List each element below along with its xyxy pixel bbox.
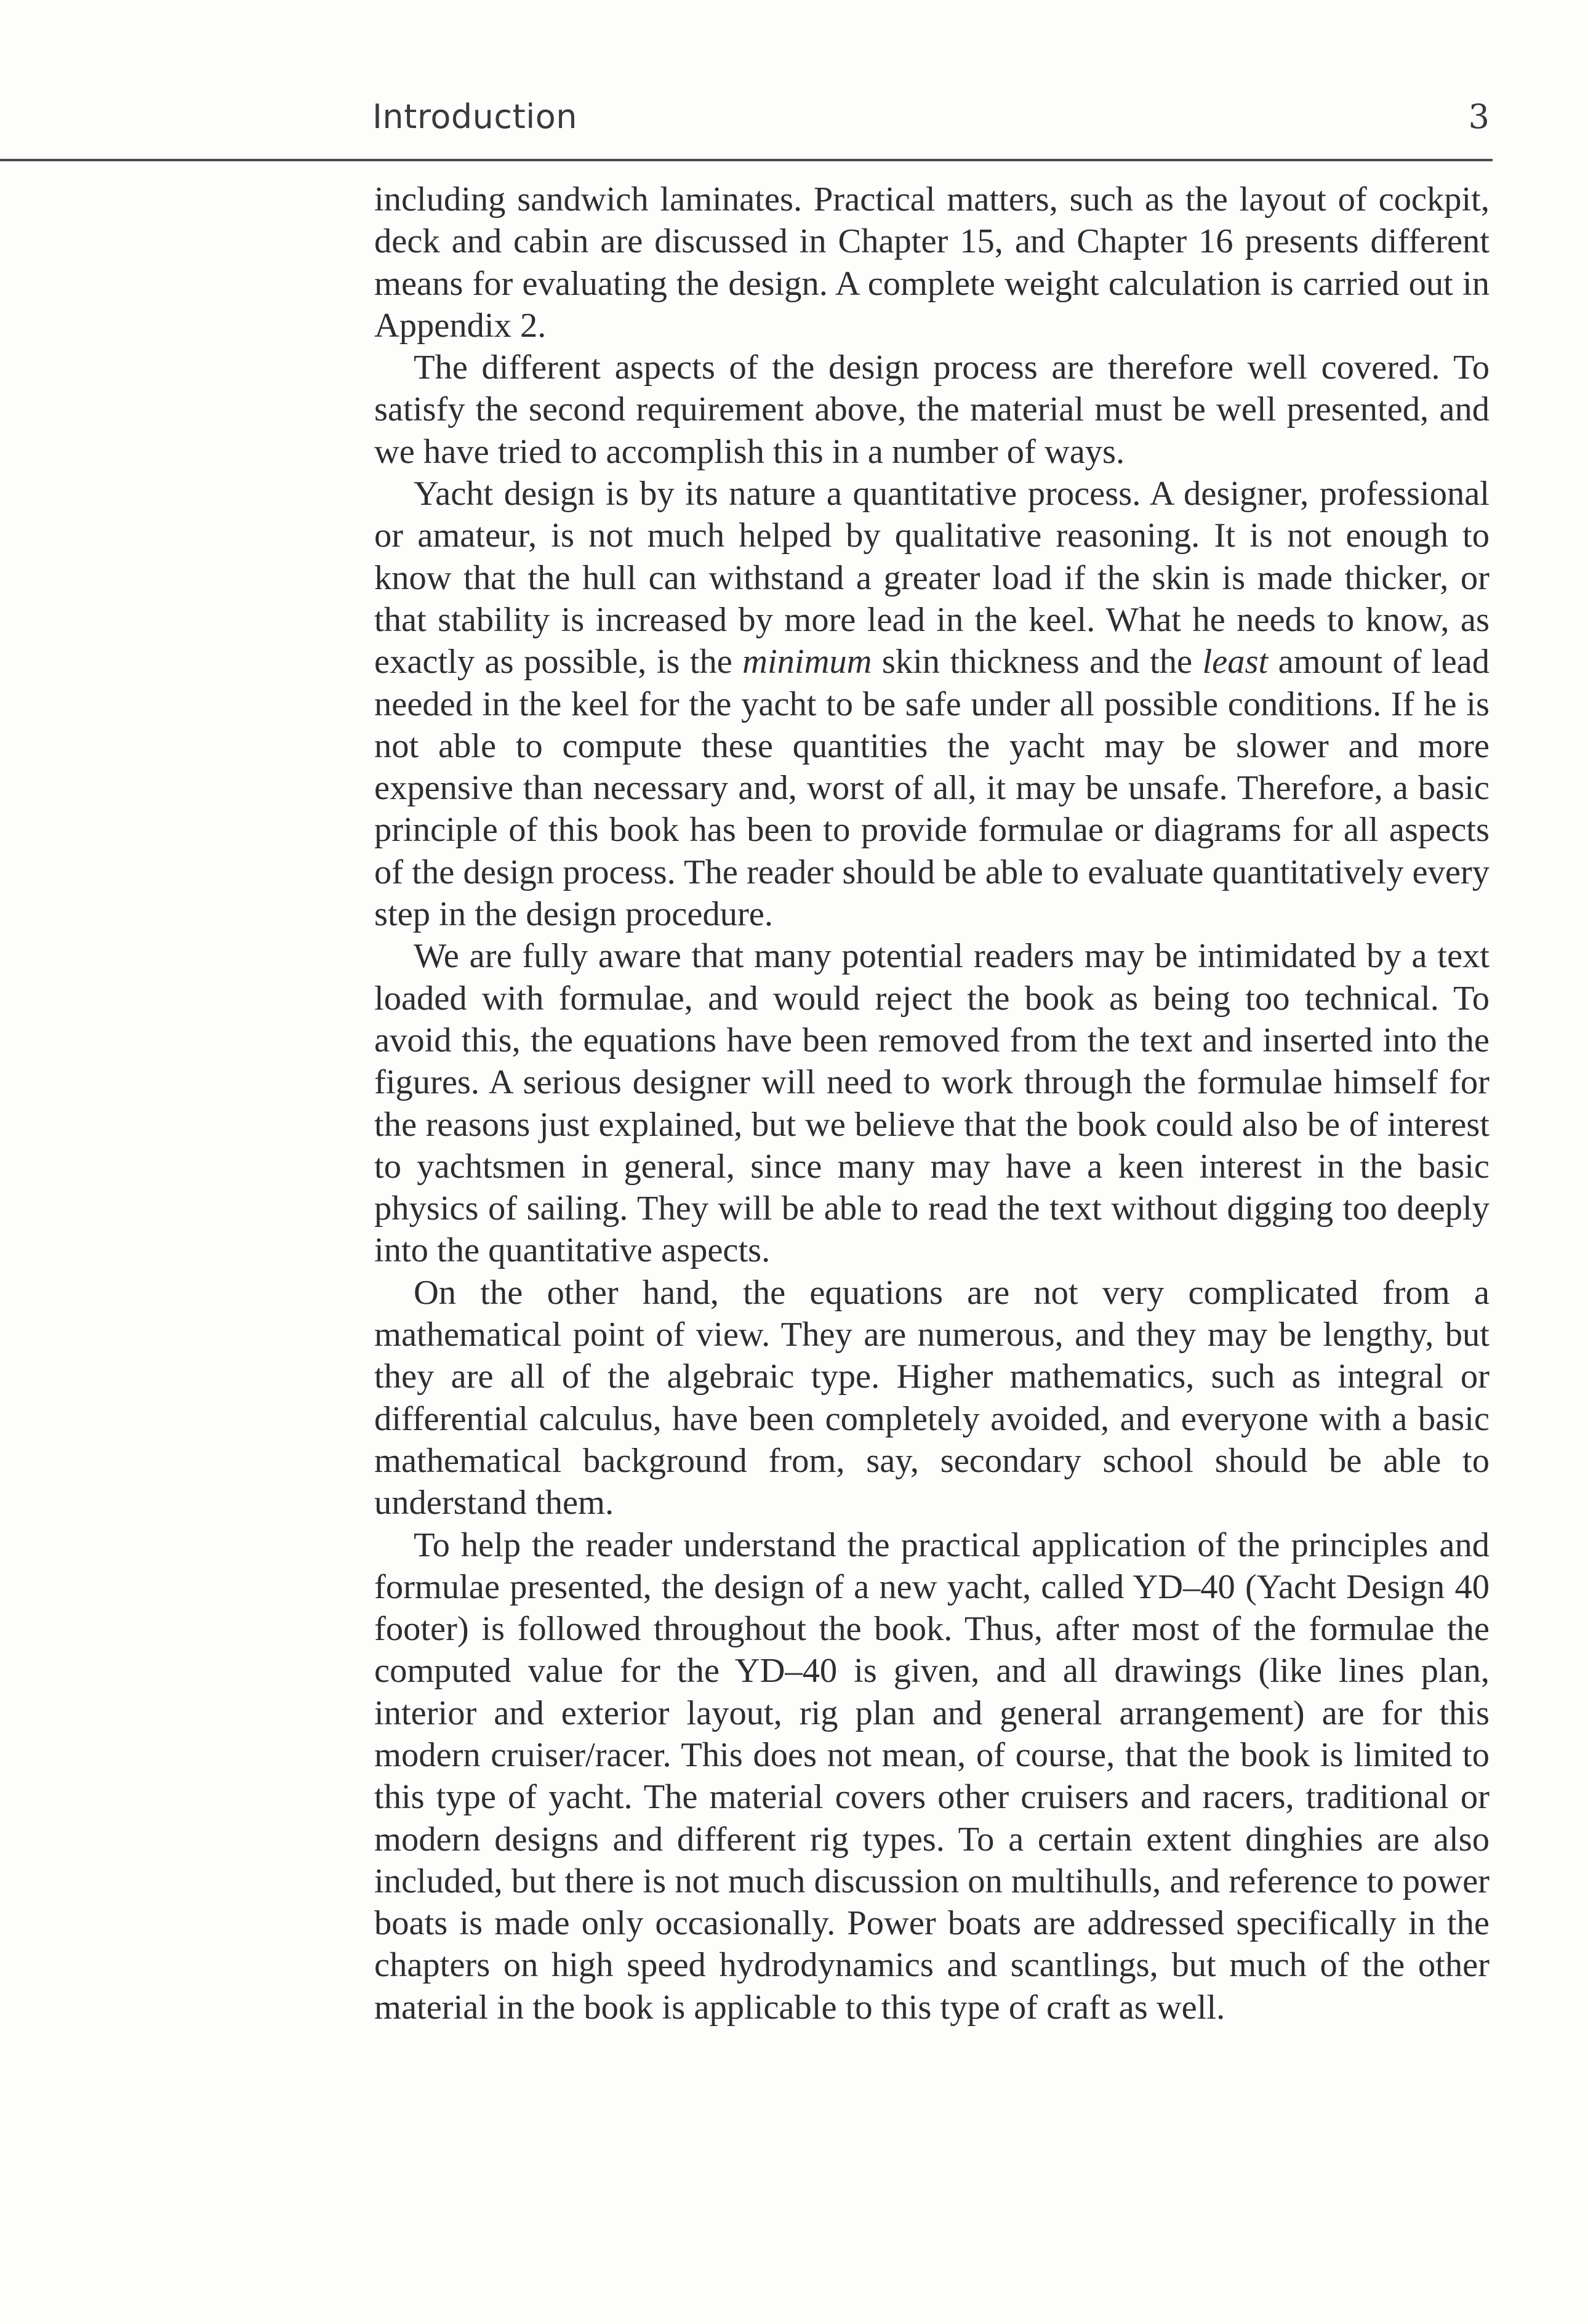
paragraph-3-part-3: amount of lead needed in the keel for the yacht to be safe under all possible conditions. If he is not able to compute these quantities the yacht may be slower and more expensive than necessary and, worst of all, it may be unsafe. Therefore, a basic principle of this book has been to provide formulae or diagrams for all aspects of the design process. The reader should be able to evaluate quantitatively every step in the design procedure. [374,643,1490,934]
paragraph-6: To help the reader understand the practical application of the principles and formulae presented, the design of a new yacht, called YD–40 (Yacht Design 40 footer) is followed throughout the book. Thus, after most of the formulae the computed value for the YD–40 is given, and all drawings (like lines plan, interior and exterior layout, rig plan and general arrangement) are for this modern cruiser/racer. This does not mean, of course, that the book is limited to this type of yacht. The material covers other cruisers and racers, traditional or modern designs and different rig types. To a certain extent dinghies are also included, but there is not much discussion on multihulls, and reference to power boats is made only occasionally. Power boats are addressed specifically in the chapters on high speed hydrodynamics and scantlings, but much of the other material in the book is applicable to this type of craft as well. [374,1526,1490,2027]
chapter-title: Introduction [372,97,578,136]
paragraph-3 [374,473,1490,935]
paragraph-3-part-2: skin thickness and the [872,643,1203,682]
emphasis-minimum: minimum [742,643,872,682]
paragraph-4: We are fully aware that many potential readers may be intimidated by a text loaded with formulae, and would reject the book as being too technical. To avoid this, the equations have been removed from the text and inserted into the figures. A serious designer will need to work through the formulae himself for the reasons just explained, but we believe that the book could also be of interest to yachtsmen in general, since many may have a keen interest in the basic physics of sailing. They will be able to read the text without digging too deeply into the quantitative aspects. [374,937,1490,1270]
paragraph-2: The different aspects of the design process are therefore well covered. To satisfy the second requirement above, the material must be well presented, and we have tried to accomplish this in a number of ways. [374,348,1490,471]
header-rule [0,159,1493,161]
running-header [372,97,1490,147]
paragraph-3-part-1: Yacht design is by its nature a quantitative process. A designer, professional or amateur, is not much helped by qualitative reasoning. It is not enough to know that the hull can withstand a greater load if the skin is made thicker, or that stability is increased by more lead in the keel. What he needs to know, as exactly as possible, is the [374,475,1490,682]
body-text [374,179,1490,2028]
page-number: 3 [1468,97,1490,136]
emphasis-least: least [1202,643,1269,682]
paragraph-1: including sandwich laminates. Practical matters, such as the layout of cockpit, deck and cabin are discussed in Chapter 15, and Chapter 16 presents different means for evaluating the design. A complete weight calculation is carried out in Appendix 2. [374,180,1490,345]
paragraph-5: On the other hand, the equations are not very complicated from a mathematical point of view. They are numerous, and they may be lengthy, but they are all of the algebraic type. Higher mathematics, such as integral or differential calculus, have been completely avoided, and everyone with a basic mathematical background from, say, secondary school should be able to understand them. [374,1273,1490,1522]
